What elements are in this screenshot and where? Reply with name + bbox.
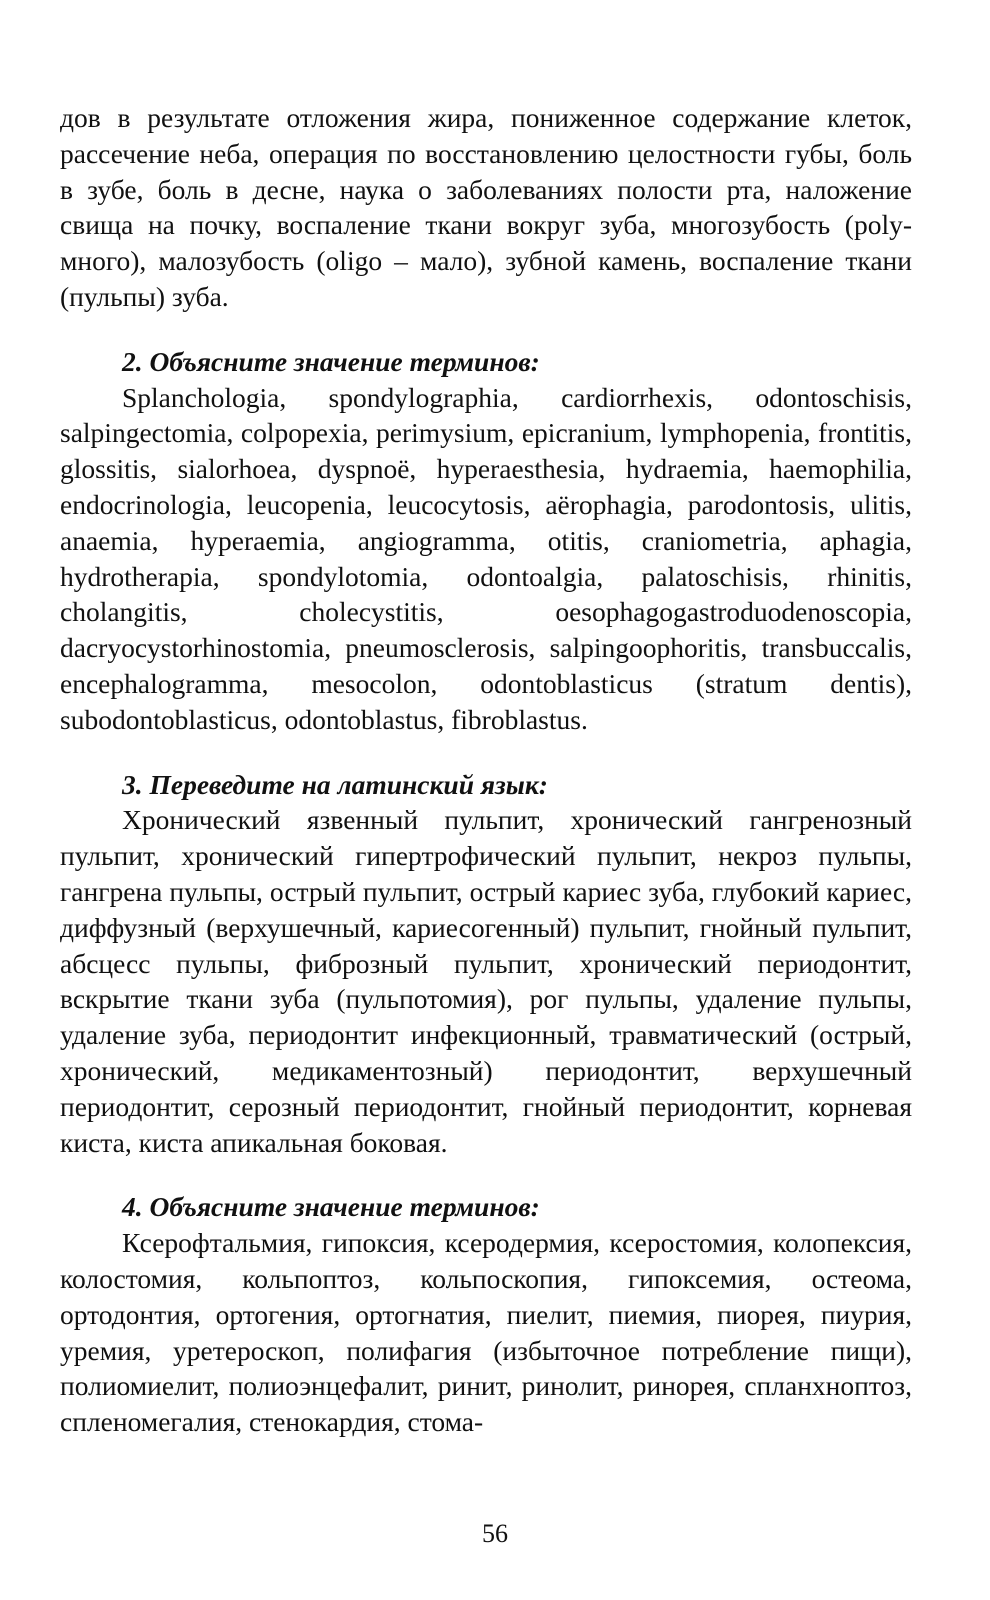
exercise-2-body: Splanchologia, spondylographia, cardiorrhexis, odontoschisis, salpingectomia, colpopexia, perimysium, epicranium, lymphopenia, frontitis, glossitis, sialorhoea, dyspnoë, hyperaesthesia, hydraemia, haemophilia, endocrinologia, leucopenia, leucocytosis, aërophagia, parodontosis, ulitis, anaemia, hyperaemia, angiogramma, otitis, craniometria, aphagia, hydrotherapia, spondylotomia, odontoalgia, palatoschisis, rhinitis, cholangitis, cholecystitis, oesophagogastroduodenoscopia, dacryocystorhinostomia, pneumosclerosis, salpingoophoritis, transbuccalis, encephalogramma, mesocolon, odontoblasticus (stratum dentis), subodontoblasticus, odontoblastus, fibroblastus. <box>60 381 912 735</box>
exercise-3-heading: 3. Переведите на латинский язык: <box>122 768 548 800</box>
page-number: 56 <box>482 1519 508 1548</box>
exercise-3-body: Хронический язвенный пульпит, хронический гангренозный пульпит, хронический гипертрофический пульпит, некроз пульпы, гангрена пульпы, острый пульпит, острый кариес зуба, глубокий кариес, диффузный (верхушечный, кариесогенный) пульпит, гнойный пульпит, абсцесс пульпы, фиброзный пульпит, хронический периодонтит, вскрытие ткани зуба (пульпотомия), рог пульпы, удаление пульпы, удаление зуба, периодонтит инфекционный, травматический (острый, хронический, медикаментозный) периодонтит, верхушечный периодонтит, серозный периодонтит, гнойный периодонтит, корневая киста, киста апикальная боковая. <box>60 804 912 1158</box>
exercise-4-body: Ксерофтальмия, гипоксия, ксеродермия, ксеростомия, колопексия, колостомия, кольпоптоз, кольпоскопия, гипоксемия, остеома, ортодонтия, ортогения, ортогнатия, пиелит, пиемия, пиорея, пиурия, уремия, уретероскоп, полифагия (избыточное потребление пищи), полиомиелит, полиоэнцефалит, ринит, ринолит, ринорея, спланхноптоз, спленомегалия, стенокардия, стома- <box>60 1227 912 1438</box>
exercise-2 <box>60 344 912 738</box>
exercise-4 <box>60 1189 912 1440</box>
continuation-paragraph: дов в результате отложения жира, пониженное содержание клеток, рассечение неба, операция по восстановлению целостности губы, боль в зубе, боль в десне, наука о заболеваниях полости рта, наложение свища на почку, воспаление ткани вокруг зуба, многозубость (poly- много), малозубость (oligo – мало), зубной камень, воспаление ткани (пульпы) зуба. <box>60 102 912 312</box>
page-content <box>60 100 912 1440</box>
exercise-4-heading: 4. Объясните значение терминов: <box>122 1191 540 1223</box>
exercise-2-heading: 2. Объясните значение терминов: <box>122 345 540 377</box>
exercise-3 <box>60 767 912 1161</box>
